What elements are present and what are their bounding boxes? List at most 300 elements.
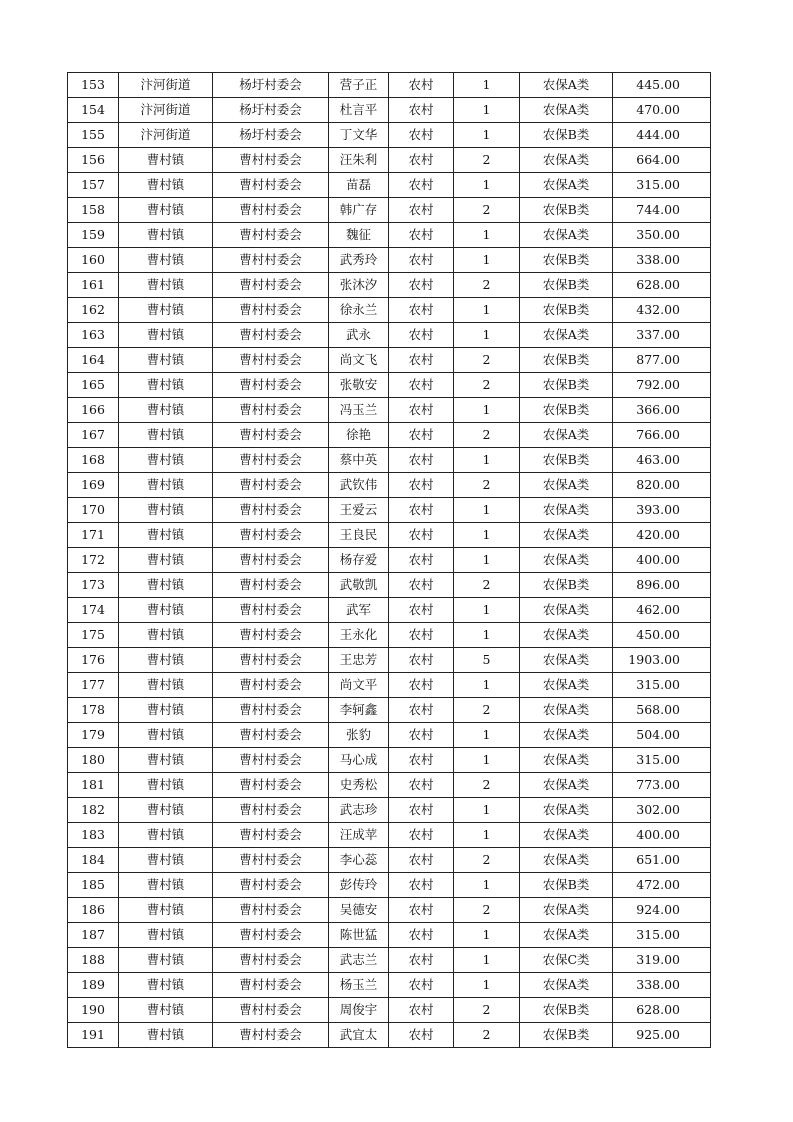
name-cell: 周俊宇 (329, 998, 389, 1023)
household-count-cell: 5 (454, 648, 520, 673)
village-committee-cell: 曹村村委会 (213, 873, 329, 898)
name-cell: 王爱云 (329, 498, 389, 523)
area-type-cell: 农村 (389, 898, 454, 923)
amount-cell: 773.00 (613, 773, 711, 798)
amount-cell: 337.00 (613, 323, 711, 348)
row-index-cell: 163 (68, 323, 119, 348)
name-cell: 陈世猛 (329, 923, 389, 948)
household-count-cell: 1 (454, 98, 520, 123)
household-count-cell: 1 (454, 673, 520, 698)
area-type-cell: 农村 (389, 423, 454, 448)
category-cell: 农保B类 (520, 273, 613, 298)
row-index-cell: 180 (68, 748, 119, 773)
town-cell: 汴河街道 (119, 98, 213, 123)
category-cell: 农保A类 (520, 673, 613, 698)
area-type-cell: 农村 (389, 948, 454, 973)
town-cell: 曹村镇 (119, 898, 213, 923)
household-count-cell: 1 (454, 873, 520, 898)
name-cell: 尚文平 (329, 673, 389, 698)
village-committee-cell: 曹村村委会 (213, 548, 329, 573)
village-committee-cell: 曹村村委会 (213, 448, 329, 473)
name-cell: 张敬安 (329, 373, 389, 398)
table-row (68, 448, 711, 473)
area-type-cell: 农村 (389, 823, 454, 848)
household-count-cell: 2 (454, 348, 520, 373)
category-cell: 农保B类 (520, 573, 613, 598)
row-index-cell: 178 (68, 698, 119, 723)
amount-cell: 792.00 (613, 373, 711, 398)
category-cell: 农保B类 (520, 448, 613, 473)
row-index-cell: 168 (68, 448, 119, 473)
amount-cell: 338.00 (613, 248, 711, 273)
table-row (68, 623, 711, 648)
village-committee-cell: 曹村村委会 (213, 473, 329, 498)
household-count-cell: 2 (454, 773, 520, 798)
town-cell: 曹村镇 (119, 448, 213, 473)
table-row (68, 798, 711, 823)
row-index-cell: 179 (68, 723, 119, 748)
area-type-cell: 农村 (389, 623, 454, 648)
row-index-cell: 154 (68, 98, 119, 123)
town-cell: 曹村镇 (119, 623, 213, 648)
village-committee-cell: 曹村村委会 (213, 1023, 329, 1048)
table-row (68, 773, 711, 798)
table-row (68, 548, 711, 573)
town-cell: 曹村镇 (119, 973, 213, 998)
table-row (68, 98, 711, 123)
town-cell: 曹村镇 (119, 298, 213, 323)
village-committee-cell: 杨圩村委会 (213, 123, 329, 148)
table-row (68, 873, 711, 898)
row-index-cell: 162 (68, 298, 119, 323)
town-cell: 曹村镇 (119, 273, 213, 298)
table-row (68, 698, 711, 723)
household-count-cell: 1 (454, 498, 520, 523)
category-cell: 农保A类 (520, 473, 613, 498)
category-cell: 农保A类 (520, 923, 613, 948)
category-cell: 农保A类 (520, 98, 613, 123)
table-row (68, 198, 711, 223)
area-type-cell: 农村 (389, 648, 454, 673)
name-cell: 徐永兰 (329, 298, 389, 323)
table-row (68, 173, 711, 198)
category-cell: 农保B类 (520, 198, 613, 223)
household-count-cell: 1 (454, 798, 520, 823)
row-index-cell: 172 (68, 548, 119, 573)
row-index-cell: 156 (68, 148, 119, 173)
category-cell: 农保A类 (520, 848, 613, 873)
town-cell: 曹村镇 (119, 198, 213, 223)
area-type-cell: 农村 (389, 973, 454, 998)
name-cell: 汪成苹 (329, 823, 389, 848)
village-committee-cell: 曹村村委会 (213, 148, 329, 173)
village-committee-cell: 曹村村委会 (213, 948, 329, 973)
area-type-cell: 农村 (389, 323, 454, 348)
household-count-cell: 1 (454, 623, 520, 648)
area-type-cell: 农村 (389, 348, 454, 373)
table-row (68, 898, 711, 923)
category-cell: 农保A类 (520, 698, 613, 723)
name-cell: 武敬凯 (329, 573, 389, 598)
table-row (68, 848, 711, 873)
area-type-cell: 农村 (389, 398, 454, 423)
row-index-cell: 191 (68, 1023, 119, 1048)
town-cell: 曹村镇 (119, 498, 213, 523)
row-index-cell: 184 (68, 848, 119, 873)
village-committee-cell: 曹村村委会 (213, 848, 329, 873)
name-cell: 吴德安 (329, 898, 389, 923)
household-count-cell: 1 (454, 298, 520, 323)
household-count-cell: 2 (454, 1023, 520, 1048)
amount-cell: 664.00 (613, 148, 711, 173)
area-type-cell: 农村 (389, 148, 454, 173)
amount-cell: 366.00 (613, 398, 711, 423)
area-type-cell: 农村 (389, 923, 454, 948)
category-cell: 农保A类 (520, 798, 613, 823)
village-committee-cell: 曹村村委会 (213, 598, 329, 623)
name-cell: 武军 (329, 598, 389, 623)
amount-cell: 420.00 (613, 523, 711, 548)
household-count-cell: 2 (454, 998, 520, 1023)
table-row (68, 723, 711, 748)
household-count-cell: 2 (454, 273, 520, 298)
household-count-cell: 1 (454, 548, 520, 573)
town-cell: 曹村镇 (119, 173, 213, 198)
town-cell: 曹村镇 (119, 323, 213, 348)
household-count-cell: 1 (454, 598, 520, 623)
name-cell: 汪朱利 (329, 148, 389, 173)
row-index-cell: 170 (68, 498, 119, 523)
household-count-cell: 2 (454, 473, 520, 498)
row-index-cell: 182 (68, 798, 119, 823)
name-cell: 彭传玲 (329, 873, 389, 898)
town-cell: 汴河街道 (119, 123, 213, 148)
amount-cell: 628.00 (613, 998, 711, 1023)
household-count-cell: 1 (454, 173, 520, 198)
name-cell: 王良民 (329, 523, 389, 548)
village-committee-cell: 曹村村委会 (213, 898, 329, 923)
household-count-cell: 1 (454, 323, 520, 348)
name-cell: 李心蕊 (329, 848, 389, 873)
village-committee-cell: 曹村村委会 (213, 623, 329, 648)
row-index-cell: 186 (68, 898, 119, 923)
row-index-cell: 190 (68, 998, 119, 1023)
town-cell: 曹村镇 (119, 648, 213, 673)
town-cell: 汴河街道 (119, 73, 213, 98)
area-type-cell: 农村 (389, 1023, 454, 1048)
row-index-cell: 165 (68, 373, 119, 398)
town-cell: 曹村镇 (119, 398, 213, 423)
town-cell: 曹村镇 (119, 348, 213, 373)
category-cell: 农保A类 (520, 423, 613, 448)
amount-cell: 315.00 (613, 923, 711, 948)
village-committee-cell: 曹村村委会 (213, 323, 329, 348)
table-row (68, 648, 711, 673)
amount-cell: 651.00 (613, 848, 711, 873)
amount-cell: 315.00 (613, 173, 711, 198)
table-row (68, 223, 711, 248)
household-count-cell: 1 (454, 748, 520, 773)
category-cell: 农保A类 (520, 323, 613, 348)
household-count-cell: 1 (454, 123, 520, 148)
village-committee-cell: 曹村村委会 (213, 248, 329, 273)
area-type-cell: 农村 (389, 548, 454, 573)
name-cell: 武志珍 (329, 798, 389, 823)
table-row (68, 1023, 711, 1048)
category-cell: 农保B类 (520, 398, 613, 423)
area-type-cell: 农村 (389, 748, 454, 773)
row-index-cell: 169 (68, 473, 119, 498)
household-count-cell: 1 (454, 723, 520, 748)
category-cell: 农保A类 (520, 73, 613, 98)
name-cell: 马心成 (329, 748, 389, 773)
row-index-cell: 185 (68, 873, 119, 898)
area-type-cell: 农村 (389, 298, 454, 323)
amount-cell: 628.00 (613, 273, 711, 298)
village-committee-cell: 杨圩村委会 (213, 98, 329, 123)
household-count-cell: 2 (454, 198, 520, 223)
amount-cell: 924.00 (613, 898, 711, 923)
row-index-cell: 175 (68, 623, 119, 648)
amount-cell: 896.00 (613, 573, 711, 598)
village-committee-cell: 曹村村委会 (213, 823, 329, 848)
village-committee-cell: 曹村村委会 (213, 523, 329, 548)
amount-cell: 1903.00 (613, 648, 711, 673)
row-index-cell: 157 (68, 173, 119, 198)
table-row (68, 123, 711, 148)
row-index-cell: 164 (68, 348, 119, 373)
town-cell: 曹村镇 (119, 798, 213, 823)
household-count-cell: 2 (454, 423, 520, 448)
household-count-cell: 1 (454, 398, 520, 423)
village-committee-cell: 曹村村委会 (213, 773, 329, 798)
category-cell: 农保B类 (520, 298, 613, 323)
village-committee-cell: 曹村村委会 (213, 223, 329, 248)
village-committee-cell: 曹村村委会 (213, 398, 329, 423)
amount-cell: 315.00 (613, 748, 711, 773)
table-row (68, 923, 711, 948)
area-type-cell: 农村 (389, 173, 454, 198)
row-index-cell: 155 (68, 123, 119, 148)
category-cell: 农保B类 (520, 248, 613, 273)
town-cell: 曹村镇 (119, 248, 213, 273)
town-cell: 曹村镇 (119, 223, 213, 248)
name-cell: 武秀玲 (329, 248, 389, 273)
name-cell: 尚文飞 (329, 348, 389, 373)
area-type-cell: 农村 (389, 573, 454, 598)
area-type-cell: 农村 (389, 848, 454, 873)
village-committee-cell: 曹村村委会 (213, 423, 329, 448)
table-row (68, 398, 711, 423)
table-row (68, 748, 711, 773)
amount-cell: 319.00 (613, 948, 711, 973)
area-type-cell: 农村 (389, 698, 454, 723)
town-cell: 曹村镇 (119, 473, 213, 498)
table-row (68, 73, 711, 98)
village-committee-cell: 曹村村委会 (213, 348, 329, 373)
household-count-cell: 2 (454, 848, 520, 873)
name-cell: 冯玉兰 (329, 398, 389, 423)
table-row (68, 498, 711, 523)
name-cell: 王忠芳 (329, 648, 389, 673)
household-count-cell: 1 (454, 948, 520, 973)
village-committee-cell: 曹村村委会 (213, 998, 329, 1023)
town-cell: 曹村镇 (119, 773, 213, 798)
name-cell: 杨玉兰 (329, 973, 389, 998)
table-row (68, 473, 711, 498)
town-cell: 曹村镇 (119, 523, 213, 548)
town-cell: 曹村镇 (119, 598, 213, 623)
name-cell: 韩广存 (329, 198, 389, 223)
name-cell: 苗磊 (329, 173, 389, 198)
row-index-cell: 181 (68, 773, 119, 798)
name-cell: 史秀松 (329, 773, 389, 798)
household-count-cell: 1 (454, 73, 520, 98)
name-cell: 武宜太 (329, 1023, 389, 1048)
category-cell: 农保A类 (520, 748, 613, 773)
amount-cell: 504.00 (613, 723, 711, 748)
name-cell: 杜言平 (329, 98, 389, 123)
amount-cell: 568.00 (613, 698, 711, 723)
area-type-cell: 农村 (389, 498, 454, 523)
category-cell: 农保A类 (520, 723, 613, 748)
category-cell: 农保A类 (520, 523, 613, 548)
name-cell: 王永化 (329, 623, 389, 648)
row-index-cell: 159 (68, 223, 119, 248)
village-committee-cell: 曹村村委会 (213, 273, 329, 298)
row-index-cell: 171 (68, 523, 119, 548)
amount-cell: 766.00 (613, 423, 711, 448)
row-index-cell: 167 (68, 423, 119, 448)
amount-cell: 462.00 (613, 598, 711, 623)
area-type-cell: 农村 (389, 798, 454, 823)
amount-cell: 463.00 (613, 448, 711, 473)
area-type-cell: 农村 (389, 273, 454, 298)
household-count-cell: 1 (454, 248, 520, 273)
name-cell: 徐艳 (329, 423, 389, 448)
category-cell: 农保B类 (520, 348, 613, 373)
name-cell: 杨存爱 (329, 548, 389, 573)
table-row (68, 248, 711, 273)
household-count-cell: 1 (454, 223, 520, 248)
row-index-cell: 166 (68, 398, 119, 423)
category-cell: 农保A类 (520, 898, 613, 923)
town-cell: 曹村镇 (119, 823, 213, 848)
table-row (68, 148, 711, 173)
area-type-cell: 农村 (389, 723, 454, 748)
village-committee-cell: 杨圩村委会 (213, 73, 329, 98)
village-committee-cell: 曹村村委会 (213, 923, 329, 948)
town-cell: 曹村镇 (119, 698, 213, 723)
row-index-cell: 174 (68, 598, 119, 623)
village-committee-cell: 曹村村委会 (213, 648, 329, 673)
area-type-cell: 农村 (389, 523, 454, 548)
town-cell: 曹村镇 (119, 148, 213, 173)
amount-cell: 470.00 (613, 98, 711, 123)
area-type-cell: 农村 (389, 73, 454, 98)
area-type-cell: 农村 (389, 673, 454, 698)
name-cell: 丁文华 (329, 123, 389, 148)
row-index-cell: 160 (68, 248, 119, 273)
row-index-cell: 183 (68, 823, 119, 848)
town-cell: 曹村镇 (119, 848, 213, 873)
category-cell: 农保C类 (520, 948, 613, 973)
amount-cell: 450.00 (613, 623, 711, 648)
town-cell: 曹村镇 (119, 373, 213, 398)
village-committee-cell: 曹村村委会 (213, 298, 329, 323)
amount-cell: 338.00 (613, 973, 711, 998)
row-index-cell: 158 (68, 198, 119, 223)
row-index-cell: 188 (68, 948, 119, 973)
household-count-cell: 2 (454, 573, 520, 598)
amount-cell: 445.00 (613, 73, 711, 98)
category-cell: 农保B类 (520, 373, 613, 398)
area-type-cell: 农村 (389, 448, 454, 473)
table-row (68, 948, 711, 973)
name-cell: 武志兰 (329, 948, 389, 973)
household-count-cell: 1 (454, 823, 520, 848)
row-index-cell: 187 (68, 923, 119, 948)
table-row (68, 573, 711, 598)
area-type-cell: 农村 (389, 198, 454, 223)
area-type-cell: 农村 (389, 223, 454, 248)
area-type-cell: 农村 (389, 373, 454, 398)
amount-cell: 820.00 (613, 473, 711, 498)
category-cell: 农保A类 (520, 648, 613, 673)
household-count-cell: 1 (454, 923, 520, 948)
table-body (68, 73, 711, 1048)
row-index-cell: 173 (68, 573, 119, 598)
relief-roster-table (67, 72, 711, 1048)
household-count-cell: 2 (454, 698, 520, 723)
amount-cell: 302.00 (613, 798, 711, 823)
table-row (68, 348, 711, 373)
row-index-cell: 153 (68, 73, 119, 98)
row-index-cell: 177 (68, 673, 119, 698)
amount-cell: 744.00 (613, 198, 711, 223)
row-index-cell: 189 (68, 973, 119, 998)
table-row (68, 273, 711, 298)
household-count-cell: 2 (454, 373, 520, 398)
amount-cell: 472.00 (613, 873, 711, 898)
category-cell: 农保A类 (520, 773, 613, 798)
category-cell: 农保A类 (520, 598, 613, 623)
town-cell: 曹村镇 (119, 1023, 213, 1048)
town-cell: 曹村镇 (119, 998, 213, 1023)
table-row (68, 598, 711, 623)
town-cell: 曹村镇 (119, 723, 213, 748)
village-committee-cell: 曹村村委会 (213, 373, 329, 398)
household-count-cell: 2 (454, 148, 520, 173)
village-committee-cell: 曹村村委会 (213, 798, 329, 823)
village-committee-cell: 曹村村委会 (213, 573, 329, 598)
town-cell: 曹村镇 (119, 548, 213, 573)
town-cell: 曹村镇 (119, 673, 213, 698)
table-row (68, 673, 711, 698)
category-cell: 农保B类 (520, 1023, 613, 1048)
category-cell: 农保A类 (520, 173, 613, 198)
row-index-cell: 176 (68, 648, 119, 673)
area-type-cell: 农村 (389, 248, 454, 273)
area-type-cell: 农村 (389, 123, 454, 148)
household-count-cell: 1 (454, 448, 520, 473)
category-cell: 农保A类 (520, 498, 613, 523)
category-cell: 农保B类 (520, 123, 613, 148)
category-cell: 农保A类 (520, 823, 613, 848)
town-cell: 曹村镇 (119, 423, 213, 448)
household-count-cell: 2 (454, 898, 520, 923)
area-type-cell: 农村 (389, 773, 454, 798)
